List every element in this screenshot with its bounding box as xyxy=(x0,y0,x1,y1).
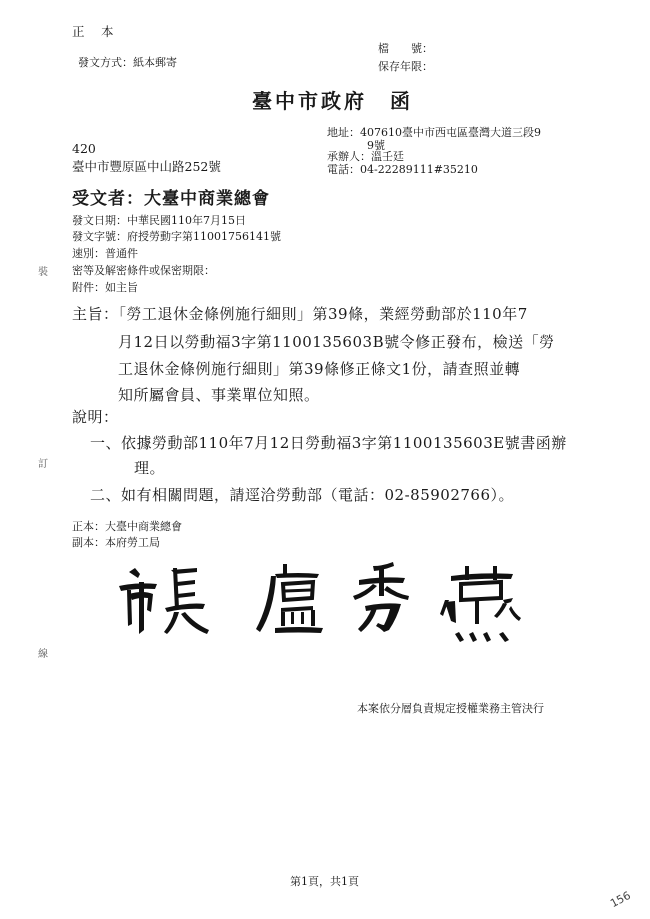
speed: 速別：普通件 xyxy=(72,247,138,260)
send-method: 發文方式：紙本郵寄 xyxy=(78,56,177,69)
handler: 承辦人：溫壬廷 xyxy=(327,150,404,163)
retention-label: 保存年限： xyxy=(378,60,433,73)
issue-date: 發文日期：中華民國110年7月15日 xyxy=(72,214,246,227)
issue-number: 發文字號：府授勞動字第11001756141號 xyxy=(72,230,281,243)
delegation-note: 本案依分層負責規定授權業務主管決行 xyxy=(357,702,544,715)
subject-line: 月12日以勞動福3字第1100135603B號令修正發布，檢送「勞 xyxy=(118,333,555,351)
binding-mark: 裝 xyxy=(38,267,48,278)
subject-line: 主旨：「勞工退休金條例施行細則」第39條，業經勞動部於110年7 xyxy=(72,305,528,323)
recipient-label: 受文者：大臺中商業總會 xyxy=(72,189,270,209)
explanation-item: 理。 xyxy=(134,459,166,477)
explanation-item: 二、如有相關問題，請逕洽勞動部（電話：02-85902766）。 xyxy=(90,486,515,504)
binding-mark: 線 xyxy=(38,649,48,660)
attachment: 附件：如主旨 xyxy=(72,281,138,294)
secrecy: 密等及解密條件或保密期限： xyxy=(72,264,215,277)
phone: 電話：04-22289111#35210 xyxy=(327,163,478,176)
file-no-label: 檔 號： xyxy=(378,42,433,55)
subject-line: 知所屬會員、事業單位知照。 xyxy=(118,386,320,404)
recipient-address: 臺中市豐原區中山路252號 xyxy=(72,159,221,174)
binding-mark: 訂 xyxy=(38,459,48,470)
explanation-label: 說明： xyxy=(72,408,119,426)
copy-to: 副本：本府勞工局 xyxy=(72,536,160,549)
explanation-item: 一、依據勞動部110年7月12日勞動福3字第1100135603E號書函辦 xyxy=(90,434,567,452)
calligraphy-signature-image xyxy=(115,560,555,650)
original-to: 正本：大臺中商業總會 xyxy=(72,520,182,533)
subject-line: 工退休金條例施行細則」第39條修正條文1份，請查照並轉 xyxy=(118,360,521,378)
recipient-zip: 420 xyxy=(72,141,96,156)
sender-address-line2: 9號 xyxy=(367,139,385,152)
copy-label: 正 本 xyxy=(72,24,116,39)
document-title: 臺中市政府 函 xyxy=(252,89,413,113)
mayor-signature xyxy=(115,560,555,650)
sender-address-line1: 地址：407610臺中市西屯區臺灣大道三段9 xyxy=(327,126,541,139)
page-footer: 第1頁，共1頁 xyxy=(290,875,359,888)
handwritten-page-number: 156 xyxy=(608,888,633,911)
